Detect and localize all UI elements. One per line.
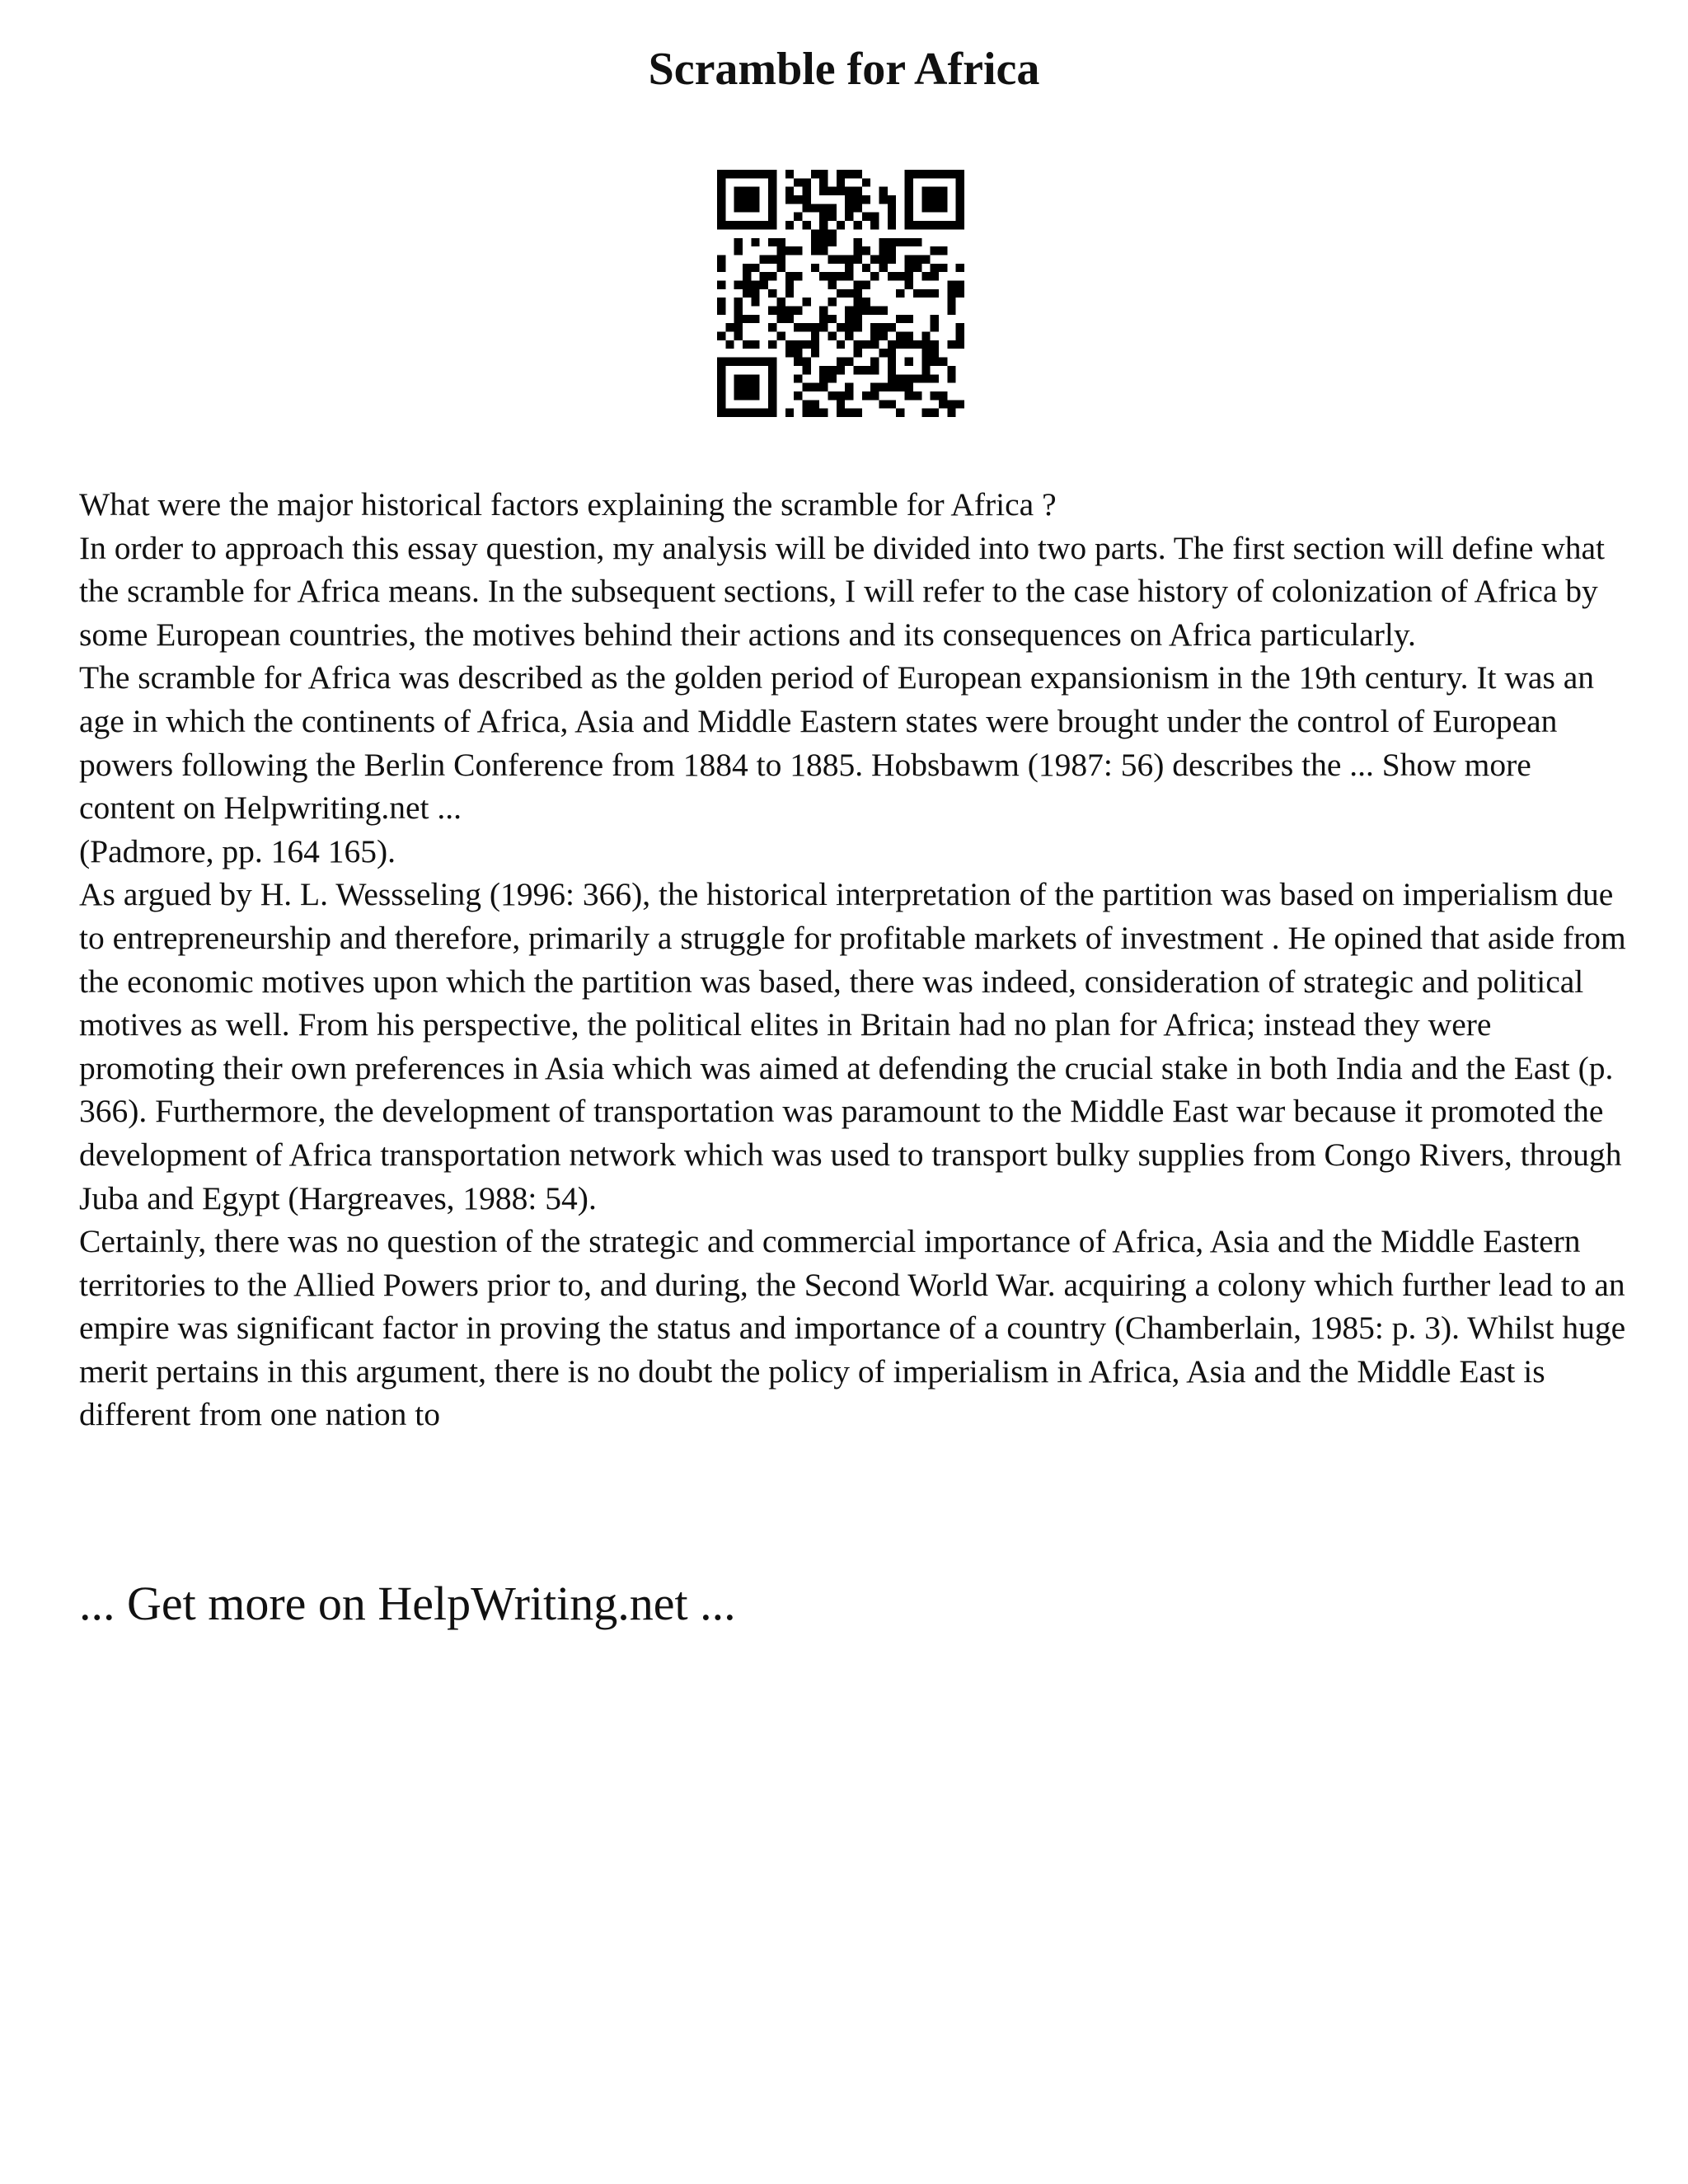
qr-module bbox=[785, 315, 794, 323]
qr-module bbox=[717, 255, 725, 263]
essay-paragraph: The scramble for Africa was described as the golden period of European expansionism in the 19th century. It was an age in which the continents of Africa, Asia and Middle Eastern states were brought under the control of European powers following the Berlin Conference from 1884 to 1885. Hobsbawm (1987: 56) describes the ... Show more content on Helpwriting.net ... bbox=[79, 659, 1594, 827]
qr-module bbox=[947, 280, 955, 288]
qr-module bbox=[862, 246, 870, 255]
qr-module bbox=[785, 307, 794, 315]
qr-module bbox=[870, 255, 879, 263]
qr-module bbox=[734, 323, 743, 331]
essay-paragraph: (Padmore, pp. 164 165). bbox=[79, 832, 396, 869]
qr-module bbox=[862, 280, 870, 288]
qr-module bbox=[776, 315, 785, 323]
qr-module bbox=[828, 366, 836, 374]
qr-module bbox=[776, 255, 785, 263]
qr-module bbox=[768, 323, 776, 331]
qr-module bbox=[913, 238, 921, 246]
qr-module bbox=[794, 323, 802, 331]
qr-module bbox=[870, 332, 879, 340]
qr-module bbox=[837, 340, 845, 349]
qr-module bbox=[837, 323, 845, 331]
qr-module bbox=[870, 221, 879, 229]
qr-module bbox=[768, 272, 776, 280]
qr-module bbox=[794, 349, 802, 357]
qr-module bbox=[896, 332, 904, 340]
qr-module bbox=[828, 272, 836, 280]
qr-module bbox=[896, 272, 904, 280]
qr-module bbox=[921, 255, 930, 263]
qr-module bbox=[837, 289, 845, 298]
qr-module bbox=[862, 340, 870, 349]
qr-module bbox=[837, 358, 845, 366]
qr-module bbox=[794, 178, 802, 186]
qr-module bbox=[862, 366, 870, 374]
qr-module bbox=[947, 400, 955, 408]
qr-module bbox=[802, 195, 810, 204]
qr-module bbox=[956, 264, 964, 272]
qr-module bbox=[837, 400, 845, 408]
qr-module bbox=[751, 289, 759, 298]
qr-module bbox=[776, 332, 785, 340]
qr-finder-pattern bbox=[734, 374, 760, 400]
qr-module bbox=[828, 315, 836, 323]
qr-module bbox=[811, 264, 819, 272]
qr-module bbox=[879, 349, 888, 357]
essay-body bbox=[79, 483, 1629, 1436]
qr-module bbox=[888, 272, 896, 280]
qr-module bbox=[854, 204, 862, 212]
qr-module bbox=[837, 221, 845, 229]
qr-module bbox=[913, 255, 921, 263]
qr-module bbox=[939, 264, 947, 272]
qr-module bbox=[854, 340, 862, 349]
qr-module bbox=[776, 264, 785, 272]
qr-module bbox=[888, 195, 896, 204]
qr-module bbox=[837, 187, 845, 195]
qr-module bbox=[956, 340, 964, 349]
qr-module bbox=[845, 391, 853, 400]
qr-module bbox=[819, 221, 828, 229]
qr-module bbox=[811, 340, 819, 349]
qr-finder-pattern bbox=[734, 187, 760, 213]
qr-module bbox=[819, 229, 828, 237]
qr-module bbox=[854, 289, 862, 298]
qr-module bbox=[802, 366, 810, 374]
qr-module bbox=[751, 298, 759, 306]
qr-module bbox=[862, 195, 870, 204]
qr-module bbox=[870, 358, 879, 366]
qr-module bbox=[931, 246, 939, 255]
qr-module bbox=[734, 280, 743, 288]
qr-module bbox=[939, 400, 947, 408]
qr-module bbox=[794, 340, 802, 349]
qr-module bbox=[939, 246, 947, 255]
qr-module bbox=[785, 280, 794, 288]
qr-module bbox=[947, 289, 955, 298]
qr-module bbox=[956, 289, 964, 298]
qr-module bbox=[870, 272, 879, 280]
qr-module bbox=[828, 332, 836, 340]
qr-module bbox=[717, 332, 725, 340]
qr-module bbox=[870, 391, 879, 400]
qr-module bbox=[921, 289, 930, 298]
qr-module bbox=[888, 213, 896, 221]
qr-module bbox=[802, 383, 810, 391]
qr-module bbox=[819, 170, 828, 178]
qr-module bbox=[837, 409, 845, 417]
qr-module bbox=[870, 383, 879, 391]
qr-module bbox=[811, 170, 819, 178]
qr-module bbox=[845, 195, 853, 204]
qr-module bbox=[888, 323, 896, 331]
qr-module bbox=[879, 238, 888, 246]
qr-module bbox=[828, 255, 836, 263]
qr-module bbox=[870, 366, 879, 374]
qr-module bbox=[931, 323, 939, 331]
qr-alignment-pattern bbox=[905, 358, 913, 366]
qr-module bbox=[854, 349, 862, 357]
qr-module bbox=[717, 264, 725, 272]
qr-module bbox=[879, 332, 888, 340]
qr-module bbox=[837, 255, 845, 263]
qr-module bbox=[811, 400, 819, 408]
qr-module bbox=[828, 298, 836, 306]
qr-module bbox=[751, 280, 759, 288]
qr-module bbox=[785, 195, 794, 204]
qr-module bbox=[743, 280, 751, 288]
qr-module bbox=[819, 366, 828, 374]
qr-module bbox=[931, 349, 939, 357]
qr-module bbox=[888, 246, 896, 255]
qr-module bbox=[837, 366, 845, 374]
qr-module bbox=[819, 315, 828, 323]
qr-module bbox=[947, 298, 955, 306]
qr-module bbox=[888, 221, 896, 229]
qr-module bbox=[845, 255, 853, 263]
qr-module bbox=[734, 238, 743, 246]
qr-module bbox=[879, 195, 888, 204]
qr-code-icon bbox=[717, 170, 964, 417]
qr-module bbox=[734, 315, 743, 323]
qr-module bbox=[717, 280, 725, 288]
qr-module bbox=[845, 213, 853, 221]
qr-module bbox=[947, 374, 955, 382]
qr-module bbox=[768, 255, 776, 263]
qr-module bbox=[870, 307, 879, 315]
qr-module bbox=[811, 409, 819, 417]
qr-module bbox=[862, 264, 870, 272]
qr-code-graphic bbox=[717, 170, 964, 417]
qr-module bbox=[819, 204, 828, 212]
qr-module bbox=[845, 323, 853, 331]
qr-module bbox=[760, 272, 768, 280]
qr-module bbox=[921, 332, 930, 340]
qr-module bbox=[845, 383, 853, 391]
qr-module bbox=[854, 255, 862, 263]
qr-module bbox=[828, 391, 836, 400]
qr-module bbox=[828, 229, 836, 237]
qr-module bbox=[905, 264, 913, 272]
qr-module bbox=[845, 307, 853, 315]
qr-module bbox=[828, 213, 836, 221]
qr-module bbox=[845, 187, 853, 195]
qr-module bbox=[802, 409, 810, 417]
qr-module bbox=[921, 272, 930, 280]
qr-module bbox=[845, 272, 853, 280]
qr-module bbox=[819, 246, 828, 255]
qr-module bbox=[913, 289, 921, 298]
qr-module bbox=[931, 315, 939, 323]
qr-module bbox=[785, 289, 794, 298]
qr-module bbox=[905, 255, 913, 263]
qr-module bbox=[896, 289, 904, 298]
qr-module bbox=[931, 340, 939, 349]
qr-module bbox=[931, 374, 939, 382]
qr-module bbox=[845, 409, 853, 417]
qr-module bbox=[931, 289, 939, 298]
qr-module bbox=[837, 391, 845, 400]
qr-module bbox=[794, 391, 802, 400]
qr-module bbox=[879, 383, 888, 391]
qr-module bbox=[896, 315, 904, 323]
qr-module bbox=[870, 340, 879, 349]
qr-module bbox=[794, 374, 802, 382]
qr-module bbox=[785, 246, 794, 255]
qr-module bbox=[811, 229, 819, 237]
qr-module bbox=[828, 374, 836, 382]
qr-module bbox=[743, 264, 751, 272]
qr-module bbox=[725, 340, 734, 349]
qr-module bbox=[956, 323, 964, 331]
qr-module bbox=[905, 272, 913, 280]
qr-module bbox=[802, 358, 810, 366]
qr-module bbox=[802, 400, 810, 408]
qr-module bbox=[743, 315, 751, 323]
qr-module bbox=[802, 298, 810, 306]
qr-module bbox=[794, 213, 802, 221]
qr-module bbox=[819, 323, 828, 331]
page-title: Scramble for Africa bbox=[648, 44, 1040, 95]
qr-module bbox=[905, 280, 913, 288]
qr-module bbox=[785, 340, 794, 349]
qr-module bbox=[811, 332, 819, 340]
qr-module bbox=[854, 238, 862, 246]
qr-module bbox=[802, 187, 810, 195]
qr-finder-pattern bbox=[921, 187, 947, 213]
qr-module bbox=[785, 272, 794, 280]
qr-module bbox=[819, 383, 828, 391]
qr-module bbox=[854, 170, 862, 178]
qr-module bbox=[896, 409, 904, 417]
qr-module bbox=[854, 315, 862, 323]
qr-module bbox=[931, 391, 939, 400]
qr-module bbox=[956, 400, 964, 408]
qr-module bbox=[854, 195, 862, 204]
qr-module bbox=[947, 340, 955, 349]
qr-module bbox=[828, 187, 836, 195]
qr-module bbox=[837, 272, 845, 280]
essay-paragraph: In order to approach this essay question, my analysis will be divided into two parts. The first section will define what the scramble for Africa means. In the subsequent sections, I will refer to the case history of colonization of Africa by some European countries, the motives behind their actions and its consequences on Africa particularly. bbox=[79, 529, 1606, 653]
qr-module bbox=[862, 307, 870, 315]
qr-module bbox=[828, 238, 836, 246]
qr-module bbox=[905, 238, 913, 246]
qr-module bbox=[794, 358, 802, 366]
qr-module bbox=[768, 289, 776, 298]
qr-module bbox=[785, 170, 794, 178]
qr-module bbox=[751, 340, 759, 349]
qr-module bbox=[751, 238, 759, 246]
qr-module bbox=[776, 298, 785, 306]
qr-module bbox=[734, 307, 743, 315]
qr-module bbox=[837, 178, 845, 186]
qr-module bbox=[854, 280, 862, 288]
qr-module bbox=[931, 409, 939, 417]
qr-module bbox=[879, 264, 888, 272]
qr-module bbox=[751, 264, 759, 272]
qr-module bbox=[931, 272, 939, 280]
qr-module bbox=[879, 400, 888, 408]
qr-module bbox=[743, 340, 751, 349]
qr-module bbox=[717, 307, 725, 315]
qr-module bbox=[931, 358, 939, 366]
qr-module bbox=[785, 187, 794, 195]
qr-module bbox=[811, 383, 819, 391]
qr-module bbox=[854, 323, 862, 331]
qr-module bbox=[905, 332, 913, 340]
qr-module bbox=[905, 391, 913, 400]
qr-module bbox=[896, 383, 904, 391]
essay-paragraph: Certainly, there was no question of the strategic and commercial importance of Africa, Asia and the Middle Eastern territories to the Allied Powers prior to, and during, the Second World War. acquiring a colony which further lead to an empire was significant factor in proving the status and importance of a country (Chamberlain, 1985: p. 3). Whilst huge merit pertains in this argument, there is no doubt the policy of imperialism in Africa, Asia and the Middle East is different from one nation to bbox=[79, 1223, 1626, 1433]
qr-module bbox=[854, 409, 862, 417]
qr-module bbox=[785, 409, 794, 417]
qr-module bbox=[888, 383, 896, 391]
qr-module bbox=[768, 307, 776, 315]
qr-module bbox=[939, 358, 947, 366]
qr-module bbox=[811, 349, 819, 357]
qr-module bbox=[905, 315, 913, 323]
qr-module bbox=[888, 204, 896, 212]
qr-module bbox=[760, 255, 768, 263]
qr-module bbox=[845, 358, 853, 366]
qr-module bbox=[794, 272, 802, 280]
qr-module bbox=[845, 289, 853, 298]
qr-module bbox=[854, 366, 862, 374]
qr-module bbox=[751, 315, 759, 323]
qr-module bbox=[879, 323, 888, 331]
qr-module bbox=[811, 204, 819, 212]
qr-module bbox=[888, 255, 896, 263]
qr-module bbox=[819, 213, 828, 221]
qr-module bbox=[802, 204, 810, 212]
qr-module bbox=[845, 315, 853, 323]
qr-module bbox=[828, 204, 836, 212]
qr-module bbox=[931, 264, 939, 272]
qr-module bbox=[870, 323, 879, 331]
qr-module bbox=[819, 374, 828, 382]
get-more-link[interactable]: ... Get more on HelpWriting.net ... bbox=[79, 1577, 736, 1630]
qr-module bbox=[794, 307, 802, 315]
qr-module bbox=[776, 238, 785, 246]
qr-module bbox=[819, 187, 828, 195]
qr-module bbox=[768, 238, 776, 246]
qr-module bbox=[896, 238, 904, 246]
qr-module bbox=[888, 238, 896, 246]
qr-module bbox=[768, 340, 776, 349]
essay-paragraph: What were the major historical factors explaining the scramble for Africa ? bbox=[79, 486, 1057, 523]
qr-module bbox=[837, 170, 845, 178]
qr-module bbox=[819, 307, 828, 315]
qr-module bbox=[811, 246, 819, 255]
qr-module bbox=[854, 221, 862, 229]
qr-module bbox=[819, 409, 828, 417]
qr-module bbox=[734, 246, 743, 255]
qr-module bbox=[845, 170, 853, 178]
qr-module bbox=[845, 204, 853, 212]
qr-module bbox=[776, 307, 785, 315]
qr-module bbox=[760, 280, 768, 288]
qr-module bbox=[879, 246, 888, 255]
qr-module bbox=[743, 272, 751, 280]
qr-module bbox=[854, 298, 862, 306]
qr-module bbox=[862, 298, 870, 306]
qr-module bbox=[794, 246, 802, 255]
qr-module bbox=[862, 178, 870, 186]
qr-module bbox=[794, 195, 802, 204]
qr-module bbox=[854, 187, 862, 195]
qr-module bbox=[947, 409, 955, 417]
qr-module bbox=[956, 280, 964, 288]
qr-module bbox=[921, 409, 930, 417]
qr-module bbox=[845, 264, 853, 272]
qr-module bbox=[913, 264, 921, 272]
qr-module bbox=[802, 340, 810, 349]
qr-module bbox=[854, 246, 862, 255]
qr-module bbox=[811, 323, 819, 331]
qr-module bbox=[802, 221, 810, 229]
qr-module bbox=[913, 391, 921, 400]
qr-module bbox=[785, 349, 794, 357]
qr-module bbox=[819, 178, 828, 186]
qr-module bbox=[879, 307, 888, 315]
qr-module bbox=[828, 280, 836, 288]
qr-module bbox=[802, 178, 810, 186]
qr-module bbox=[862, 391, 870, 400]
qr-module bbox=[802, 323, 810, 331]
qr-module bbox=[785, 221, 794, 229]
qr-module bbox=[819, 272, 828, 280]
qr-module bbox=[947, 307, 955, 315]
qr-module bbox=[734, 332, 743, 340]
qr-module bbox=[743, 289, 751, 298]
qr-module bbox=[947, 366, 955, 374]
qr-module bbox=[862, 213, 870, 221]
qr-module bbox=[819, 238, 828, 246]
qr-module bbox=[905, 383, 913, 391]
qr-module bbox=[879, 187, 888, 195]
qr-module bbox=[939, 391, 947, 400]
qr-module bbox=[870, 213, 879, 221]
qr-module bbox=[854, 307, 862, 315]
qr-module bbox=[725, 323, 734, 331]
qr-module bbox=[811, 238, 819, 246]
qr-module bbox=[734, 298, 743, 306]
qr-module bbox=[717, 298, 725, 306]
essay-paragraph: As argued by H. L. Wessseling (1996: 366), the historical interpretation of the partition was based on imperialism due to entrepreneurship and therefore, primarily a struggle for profitable markets of investment . He opined that aside from the economic motives upon which the partition was based, there was indeed, consideration of strategic and political motives as well. From his perspective, the political elites in Britain had no plan for Africa; instead they were promoting their own preferences in Asia which was aimed at defending the crucial stake in both India and the East (p. 366). Furthermore, the development of transportation was paramount to the Middle East war because it promoted the development of Africa transportation network which was used to transport bulky supplies from Congo Rivers, through Juba and Egypt (Hargreaves, 1988: 54). bbox=[79, 876, 1626, 1216]
qr-module bbox=[879, 255, 888, 263]
qr-module bbox=[845, 332, 853, 340]
qr-module bbox=[776, 246, 785, 255]
qr-module bbox=[956, 332, 964, 340]
qr-module bbox=[888, 400, 896, 408]
